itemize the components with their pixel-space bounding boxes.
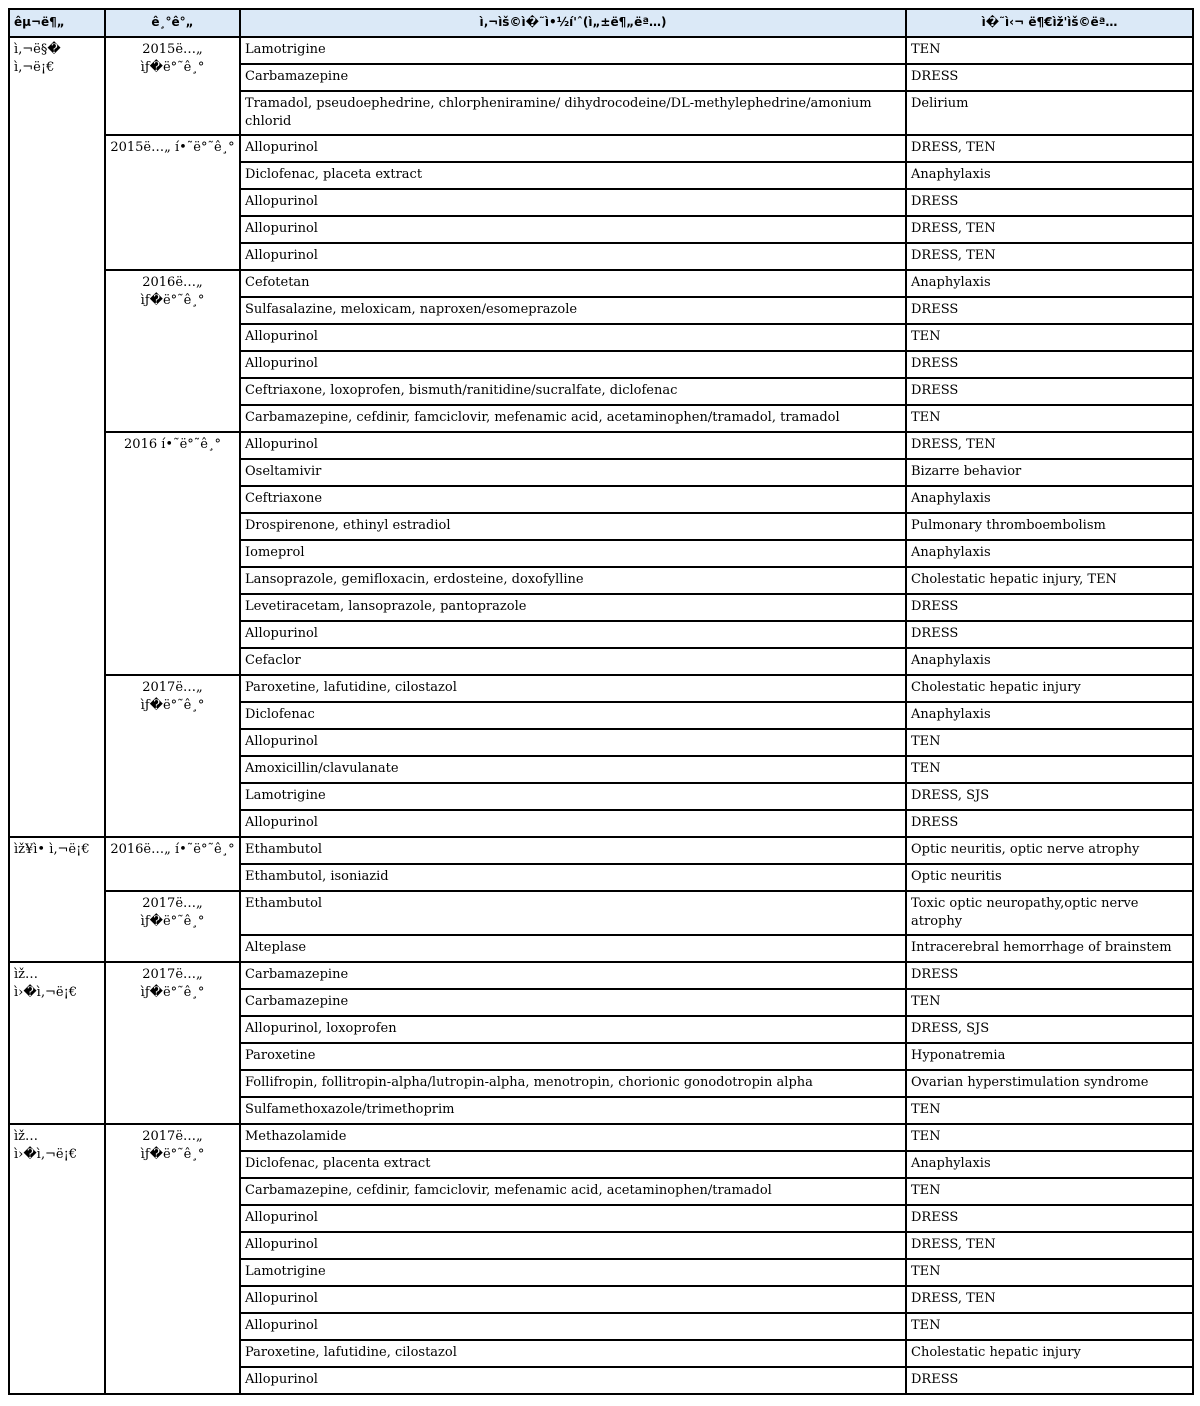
- drug-cell: Levetiracetam, lansoprazole, pantoprazole: [240, 594, 906, 621]
- adverse-event-cell: Cholestatic hepatic injury, TEN: [906, 567, 1193, 594]
- adverse-event-cell: TEN: [906, 729, 1193, 756]
- drug-cell: Follifropin, follitropin-alpha/lutropin-alpha, menotropin, chorionic gonodotropin alpha: [240, 1070, 906, 1097]
- adverse-event-cell: DRESS: [906, 64, 1193, 91]
- header-row: [9, 9, 1193, 37]
- adverse-event-cell: TEN: [906, 405, 1193, 432]
- drug-cell: Allopurinol: [240, 1205, 906, 1232]
- drug-cell: Allopurinol: [240, 1367, 906, 1394]
- period-cell: 2015ë…„ í•˜ë°˜ê¸°: [105, 135, 240, 270]
- table-row: [9, 1124, 1193, 1151]
- adverse-event-cell: DRESS, TEN: [906, 135, 1193, 162]
- drug-cell: Tramadol, pseudoephedrine, chlorpheniramine/ dihydrocodeine/DL-methylephedrine/amonium chlorid: [240, 91, 906, 135]
- adverse-event-cell: Anaphylaxis: [906, 702, 1193, 729]
- drug-cell: Diclofenac, placeta extract: [240, 162, 906, 189]
- adverse-event-cell: Anaphylaxis: [906, 486, 1193, 513]
- drug-cell: Paroxetine: [240, 1043, 906, 1070]
- period-cell: 2017ë…„ ìƒ�ë°˜ê¸°: [105, 1124, 240, 1394]
- period-cell: 2016 í•˜ë°˜ê¸°: [105, 432, 240, 675]
- category-cell: ìž¥ì• ì‚¬ë¡€: [9, 837, 105, 962]
- drug-cell: Carbamazepine: [240, 64, 906, 91]
- table-row: [9, 962, 1193, 989]
- table-body: [9, 37, 1193, 1394]
- table-row: [9, 675, 1193, 702]
- adverse-event-cell: DRESS: [906, 1205, 1193, 1232]
- drug-cell: Allopurinol: [240, 351, 906, 378]
- adverse-event-cell: Anaphylaxis: [906, 540, 1193, 567]
- adverse-event-cell: DRESS: [906, 297, 1193, 324]
- adverse-event-cell: DRESS, TEN: [906, 243, 1193, 270]
- adverse-event-cell: Anaphylaxis: [906, 648, 1193, 675]
- drug-cell: Allopurinol: [240, 621, 906, 648]
- adverse-event-cell: Bizarre behavior: [906, 459, 1193, 486]
- drug-cell: Ceftriaxone: [240, 486, 906, 513]
- adverse-event-cell: Toxic optic neuropathy,optic nerve atrophy: [906, 891, 1193, 935]
- adverse-event-cell: Delirium: [906, 91, 1193, 135]
- period-cell: 2015ë…„ ìƒ�ë°˜ê¸°: [105, 37, 240, 135]
- adverse-event-cell: DRESS: [906, 594, 1193, 621]
- drug-cell: Iomeprol: [240, 540, 906, 567]
- adverse-event-cell: DRESS, TEN: [906, 432, 1193, 459]
- header-period: ê¸°ê°„: [105, 9, 240, 37]
- drug-cell: Carbamazepine, cefdinir, famciclovir, mefenamic acid, acetaminophen/tramadol, tramadol: [240, 405, 906, 432]
- adverse-event-cell: DRESS: [906, 621, 1193, 648]
- period-cell: 2016ë…„ í•˜ë°˜ê¸°: [105, 837, 240, 891]
- header-category: êµ¬ë¶„: [9, 9, 105, 37]
- category-cell: ì‚¬ë§� ì‚¬ë¡€: [9, 37, 105, 837]
- adverse-event-cell: Cholestatic hepatic injury: [906, 1340, 1193, 1367]
- adverse-event-cell: DRESS, TEN: [906, 216, 1193, 243]
- adverse-event-cell: TEN: [906, 1313, 1193, 1340]
- adverse-event-cell: TEN: [906, 1259, 1193, 1286]
- period-cell: 2017ë…„ ìƒ�ë°˜ê¸°: [105, 962, 240, 1124]
- period-cell: 2017ë…„ ìƒ�ë°˜ê¸°: [105, 675, 240, 837]
- table-row: [9, 270, 1193, 297]
- drug-cell: Diclofenac: [240, 702, 906, 729]
- adverse-event-cell: TEN: [906, 324, 1193, 351]
- drug-cell: Diclofenac, placenta extract: [240, 1151, 906, 1178]
- adverse-event-cell: TEN: [906, 1178, 1193, 1205]
- adverse-event-cell: TEN: [906, 1097, 1193, 1124]
- drug-cell: Allopurinol: [240, 1313, 906, 1340]
- drug-cell: Lansoprazole, gemifloxacin, erdosteine, doxofylline: [240, 567, 906, 594]
- table-row: [9, 432, 1193, 459]
- adverse-event-table: [8, 8, 1194, 1395]
- drug-cell: Ceftriaxone, loxoprofen, bismuth/ranitidine/sucralfate, diclofenac: [240, 378, 906, 405]
- drug-cell: Alteplase: [240, 935, 906, 962]
- drug-cell: Drospirenone, ethinyl estradiol: [240, 513, 906, 540]
- drug-cell: Carbamazepine: [240, 989, 906, 1016]
- adverse-event-cell: Ovarian hyperstimulation syndrome: [906, 1070, 1193, 1097]
- adverse-event-cell: Hyponatremia: [906, 1043, 1193, 1070]
- header-adverse-event: ì�˜ì‹¬ ë¶€ìž'ìš©ëª…: [906, 9, 1193, 37]
- adverse-event-cell: Optic neuritis: [906, 864, 1193, 891]
- category-cell: ìž…ì›�ì‚¬ë¡€: [9, 1124, 105, 1394]
- category-cell: ìž…ì›�ì‚¬ë¡€: [9, 962, 105, 1124]
- adverse-event-cell: DRESS: [906, 810, 1193, 837]
- drug-cell: Allopurinol: [240, 243, 906, 270]
- drug-cell: Carbamazepine: [240, 962, 906, 989]
- drug-cell: Ethambutol: [240, 837, 906, 864]
- period-cell: 2017ë…„ ìƒ�ë°˜ê¸°: [105, 891, 240, 962]
- adverse-event-cell: TEN: [906, 989, 1193, 1016]
- table-row: [9, 37, 1193, 64]
- drug-cell: Allopurinol: [240, 1232, 906, 1259]
- adverse-event-cell: Pulmonary thromboembolism: [906, 513, 1193, 540]
- drug-cell: Allopurinol: [240, 810, 906, 837]
- drug-cell: Allopurinol, loxoprofen: [240, 1016, 906, 1043]
- adverse-event-cell: DRESS, SJS: [906, 783, 1193, 810]
- adverse-event-cell: Cholestatic hepatic injury: [906, 675, 1193, 702]
- drug-cell: Allopurinol: [240, 216, 906, 243]
- adverse-event-cell: Anaphylaxis: [906, 270, 1193, 297]
- drug-cell: Ethambutol: [240, 891, 906, 935]
- drug-cell: Allopurinol: [240, 135, 906, 162]
- drug-cell: Allopurinol: [240, 432, 906, 459]
- adverse-event-cell: DRESS, TEN: [906, 1286, 1193, 1313]
- adverse-event-cell: DRESS, TEN: [906, 1232, 1193, 1259]
- adverse-event-cell: TEN: [906, 1124, 1193, 1151]
- adverse-event-cell: Anaphylaxis: [906, 162, 1193, 189]
- adverse-event-cell: DRESS, SJS: [906, 1016, 1193, 1043]
- drug-cell: Cefotetan: [240, 270, 906, 297]
- drug-cell: Paroxetine, lafutidine, cilostazol: [240, 1340, 906, 1367]
- period-cell: 2016ë…„ ìƒ�ë°˜ê¸°: [105, 270, 240, 432]
- drug-cell: Allopurinol: [240, 1286, 906, 1313]
- drug-cell: Lamotrigine: [240, 1259, 906, 1286]
- drug-cell: Carbamazepine, cefdinir, famciclovir, mefenamic acid, acetaminophen/tramadol: [240, 1178, 906, 1205]
- header-drug: ì‚¬ìš©ì�˜ì•½í'ˆ(ì„±ë¶„ëª…): [240, 9, 906, 37]
- drug-cell: Lamotrigine: [240, 783, 906, 810]
- drug-cell: Ethambutol, isoniazid: [240, 864, 906, 891]
- drug-cell: Oseltamivir: [240, 459, 906, 486]
- adverse-event-cell: Intracerebral hemorrhage of brainstem: [906, 935, 1193, 962]
- drug-cell: Allopurinol: [240, 729, 906, 756]
- adverse-event-cell: Anaphylaxis: [906, 1151, 1193, 1178]
- drug-cell: Allopurinol: [240, 324, 906, 351]
- drug-cell: Amoxicillin/clavulanate: [240, 756, 906, 783]
- drug-cell: Sulfamethoxazole/trimethoprim: [240, 1097, 906, 1124]
- adverse-event-cell: Optic neuritis, optic nerve atrophy: [906, 837, 1193, 864]
- drug-cell: Cefaclor: [240, 648, 906, 675]
- adverse-event-cell: DRESS: [906, 378, 1193, 405]
- drug-cell: Allopurinol: [240, 189, 906, 216]
- drug-cell: Methazolamide: [240, 1124, 906, 1151]
- adverse-event-cell: TEN: [906, 756, 1193, 783]
- table-row: [9, 837, 1193, 864]
- table-row: [9, 891, 1193, 935]
- drug-cell: Lamotrigine: [240, 37, 906, 64]
- adverse-event-cell: TEN: [906, 37, 1193, 64]
- adverse-event-cell: DRESS: [906, 962, 1193, 989]
- drug-cell: Sulfasalazine, meloxicam, naproxen/esomeprazole: [240, 297, 906, 324]
- table-row: [9, 135, 1193, 162]
- adverse-event-cell: DRESS: [906, 1367, 1193, 1394]
- drug-cell: Paroxetine, lafutidine, cilostazol: [240, 675, 906, 702]
- adverse-event-cell: DRESS: [906, 351, 1193, 378]
- adverse-event-cell: DRESS: [906, 189, 1193, 216]
